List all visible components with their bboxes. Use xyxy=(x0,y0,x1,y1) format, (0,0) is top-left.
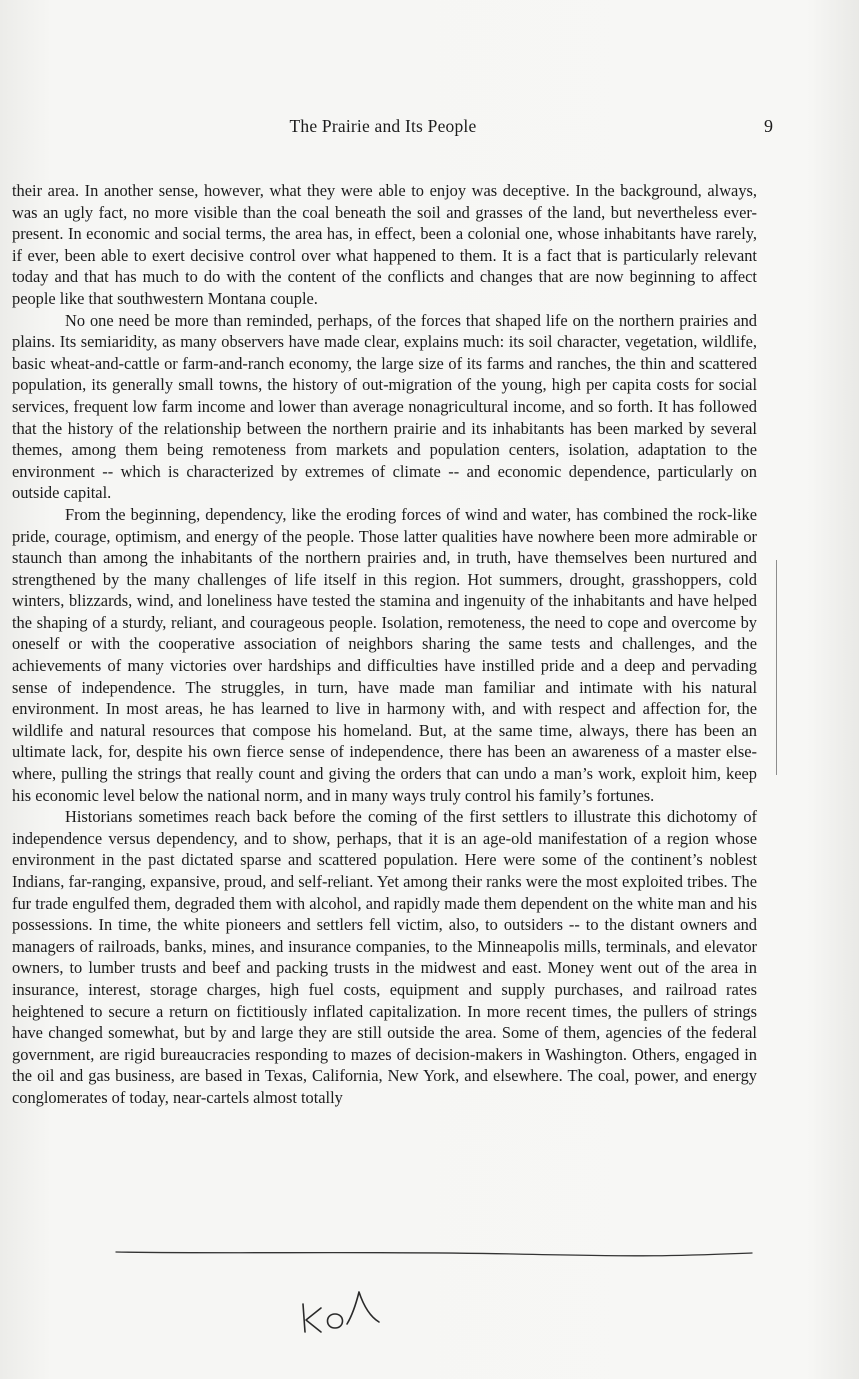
handwritten-underline xyxy=(114,1242,754,1262)
margin-pencil-line xyxy=(776,560,777,775)
paragraph-2: No one need be more than reminded, perhaps, of the forces that shaped life on the northern prairies and plains. Its semiaridity, as many observers have made clear, explains much: its soil character, vegetation, wildlife, basic wheat-and-cattle or farm-and-ranch economy, the large size of its farms and ranches, the thin and scattered population, its generally small towns, the history of out-migration of the young, high per capita costs for social services, frequent low farm income and lower than average nonagricultural income, and so forth. It has followed that the history of the relationship between the northern prairie and its inhabitants has been marked by several themes, among them being remoteness from markets and population centers, isolation, adaptation to the environment -- which is characterized by extremes of climate -- and economic dependence, particularly on outside capital. xyxy=(12,310,757,503)
paragraph-4: Historians sometimes reach back before the coming of the first settlers to illustrate this dichotomy of independence versus dependency, and to show, perhaps, that it is an age-old manifestation of a region whose environment in the past dictated sparse and scattered population. Here were some of the continent’s noblest Indians, far-ranging, expansive, proud, and self-reliant. Yet among their ranks were the most exploited tribes. The fur trade engulfed them, degraded them with alcohol, and rapidly made them dependent on the white man and his possessions. In time, the white pioneers and settlers fell victim, also, to outsiders -- to the distant owners and managers of railroads, banks, mines, and insurance companies, to the Minneapolis mills, terminals, and elevator owners, to lumber trusts and beef and packing trusts in the midwest and east. Money went out of the area in insurance, interest, storage charges, high fuel costs, equipment and supply purchases, and railroad rates heightened to secure a return on fictitiously inflated capitalization. In more recent times, the pullers of strings have changed somewhat, but by and large they are still outside the area. Some of them, agencies of the federal government, are rigid bureaucracies responding to mazes of decision-makers in Washington. Others, engaged in the oil and gas business, are based in Texas, California, New York, and elsewhere. The coal, power, and energy conglomerates of today, near-cartels almost totally xyxy=(12,807,757,1107)
paragraph-3: From the beginning, dependency, like the eroding forces of wind and water, has combined the rock-like pride, courage, optimism, and energy of the people. Those latter qualities have nowhere been more admirable or staunch than among the inhabitants of the northern prairies and, in truth, have themselves been nurtured and strengthened by the many challenges of life itself in this region. Hot summers, drought, grasshoppers, cold winters, blizzards, wind, and loneliness have tested the stamina and ingenuity of the inhabitants and have helped the shaping of a sturdy, reliant, and courageous people. Isolation, remoteness, the need to cope and overcome by oneself or with the cooperative association of neighbors sharing the same tests and challenges, and the achievements of many victories over hardships and difficulties have instilled pride and a deep and pervading sense of independence. The struggles, in turn, have made man familiar and intimate with his natural environment. In most areas, he has learned to live in harmony with, and with respect and affection for, the wildlife and natural resources that compose his homeland. But, at the same time, always, there has been an ultimate lack, for, despite his own fierce sense of independence, there has been an awareness of a master elsewhere, pulling the strings that really count and giving the orders that can undo a man’s work, exploit him, keep his economic level below the national norm, and in many ways truly control his family’s fortunes. xyxy=(12,504,757,805)
body-text xyxy=(12,180,757,1109)
handwritten-initials-signature xyxy=(295,1282,385,1342)
page-number: 9 xyxy=(764,116,773,136)
paragraph-1: their area. In another sense, however, what they were able to enjoy was deceptive. In the background, always, was an ugly fact, no more visible than the coal beneath the soil and grasses of the land, but nevertheless ever-present. In economic and social terms, the area has, in effect, been a colonial one, whose inhabitants have rarely, if ever, been able to exert decisive control over what happened to them. It is a fact that is particularly relevant today and that has much to do with the content of the conflicts and changes that are now beginning to affect people like that southwestern Montana couple. xyxy=(12,181,757,308)
running-head xyxy=(0,116,859,140)
running-title: The Prairie and Its People xyxy=(289,116,477,136)
